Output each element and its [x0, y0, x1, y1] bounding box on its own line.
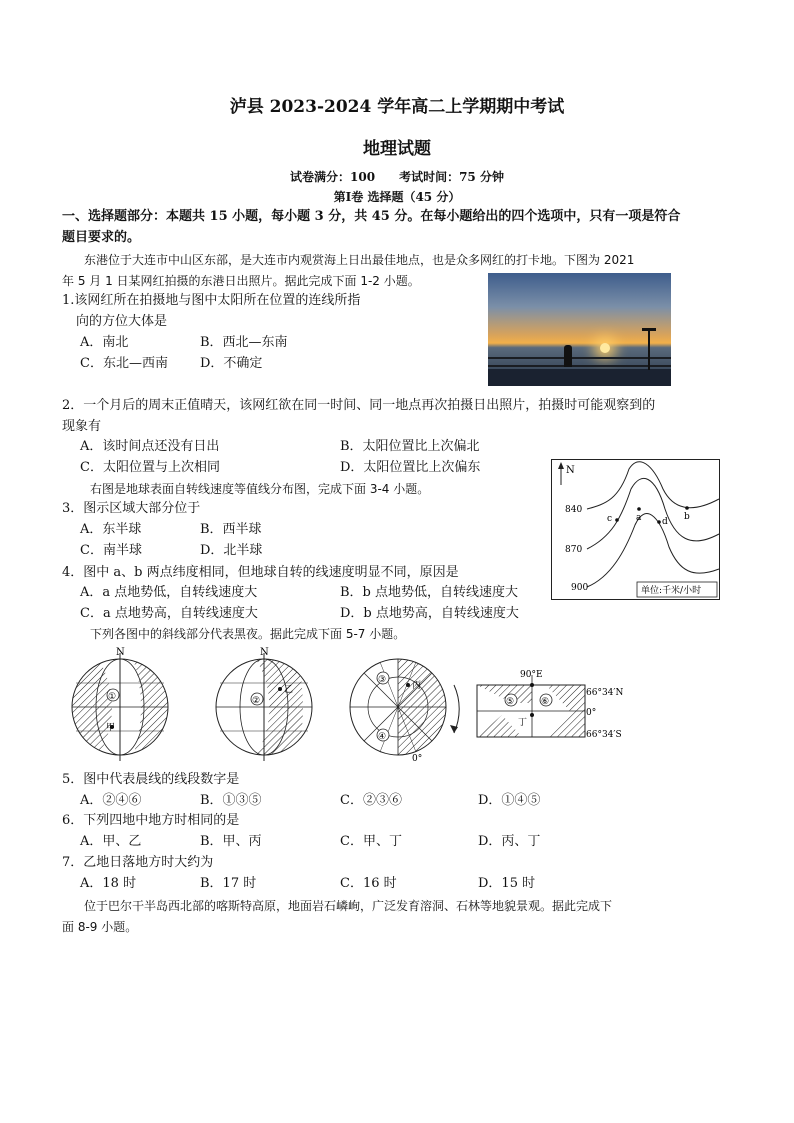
fig3-bing: 丙: [412, 681, 422, 691]
q1-option-d: D．不确定: [200, 356, 263, 371]
q6-option-a: A．甲、乙: [80, 834, 142, 849]
exam-meta: 试卷满分：100 考试时间：75 分钟: [290, 170, 504, 184]
label-b: b: [684, 512, 690, 522]
label-870: 870: [565, 545, 583, 555]
fig1-north: N: [116, 647, 125, 658]
q5-stem: 5．图中代表晨线的线段数字是: [62, 772, 240, 787]
label-840: 840: [565, 505, 583, 515]
section-title: 第Ⅰ卷 选择题（45 分）: [333, 190, 461, 204]
q5-option-b: B．①③⑤: [200, 793, 262, 808]
intro-1-line-1: 东港位于大连市中山区东部，是大连市内观赏海上日出最佳地点，也是众多网红的打卡地。下图为 2021: [84, 253, 635, 267]
map-north-label: N: [566, 465, 575, 476]
instruction-line-2: 题目要求的。: [62, 230, 141, 245]
label-a: a: [636, 513, 642, 523]
q4-stem: 4．图中 a、b 两点纬度相同，但地球自转的线速度明显不同，原因是: [62, 565, 459, 580]
fig2-num2: ②: [252, 696, 261, 706]
instruction-line-1: 一、选择题部分：本题共 15 小题，每小题 3 分，共 45 分。在每小题给出的四个选项中，只有一项是符合: [62, 209, 681, 224]
q3-option-c: C．南半球: [80, 543, 142, 558]
label-900: 900: [571, 583, 589, 593]
intro-3: 下列各图中的斜线部分代表黑夜。据此完成下面 5-7 小题。: [90, 627, 406, 641]
figure-2: [216, 645, 312, 770]
intro-2: 右图是地球表面自转线速度等值线分布图，完成下面 3-4 小题。: [90, 482, 430, 496]
isoline-map: [551, 459, 720, 600]
fig4-num6: ⑥: [541, 697, 550, 707]
q1-option-b: B．西北—东南: [200, 335, 288, 350]
q2-option-c: C．太阳位置与上次相同: [80, 460, 220, 475]
point-a: [637, 507, 641, 511]
q1-stem-1: 1.该网红所在拍摄地与图中太阳所在位置的连线所指: [62, 293, 361, 308]
fig4-num5: ⑤: [506, 697, 515, 707]
q6-option-b: B．甲、丙: [200, 834, 262, 849]
q3-stem: 3．图示区域大部分位于: [62, 501, 201, 516]
q7-option-c: C．16 时: [340, 876, 397, 891]
fig4-lat-0: 0°: [586, 708, 597, 718]
fig3-zero: 0°: [412, 754, 423, 764]
q7-stem: 7．乙地日落地方时大约为: [62, 855, 214, 870]
q1-option-c: C．东北—西南: [80, 356, 168, 371]
point-b: [685, 506, 689, 510]
fig2-north: N: [260, 647, 269, 658]
q4-option-c: C．a 点地势高，自转线速度大: [80, 606, 258, 621]
q1-stem-2: 向的方位大体是: [76, 314, 168, 329]
fig4-ding: 丁: [518, 718, 528, 728]
subject-title: 地理试题: [363, 139, 431, 159]
fig1-jia: 甲: [106, 723, 116, 733]
q3-option-d: D．北半球: [200, 543, 263, 558]
point-d: [657, 520, 661, 524]
label-d: d: [662, 517, 668, 527]
day-night-diagrams: [62, 645, 752, 770]
q6-option-c: C．甲、丁: [340, 834, 402, 849]
figure-4: [477, 670, 623, 740]
fig2-yi: 乙: [284, 685, 294, 695]
q7-option-a: A．18 时: [80, 876, 137, 891]
q2-stem-1: 2．一个月后的周末正值晴天，该网红欲在同一时间、同一地点再次拍摄日出照片，拍摄时可能观察到的: [62, 398, 656, 413]
label-c: c: [607, 514, 613, 524]
fig1-num1: ①: [108, 692, 117, 702]
q2-option-a: A．该时间点还没有日出: [80, 439, 220, 454]
q4-option-a: A．a 点地势低，自转线速度大: [80, 585, 258, 600]
q3-option-a: A．东半球: [80, 522, 142, 537]
q3-option-b: B．西半球: [200, 522, 262, 537]
intro-4-line-1: 位于巴尔干半岛西北部的喀斯特高原，地面岩石嶙峋，广泛发育溶洞、石林等地貌景观。据此完成下: [84, 899, 613, 913]
intro-1-line-2: 年 5 月 1 日某网红拍摄的东港日出照片。据此完成下面 1-2 小题。: [62, 274, 420, 288]
point-c: [615, 518, 619, 522]
fig4-lat-n: 66°34′N: [586, 688, 624, 698]
q6-stem: 6．下列四地中地方时相同的是: [62, 813, 240, 828]
fig4-lat-s: 66°34′S: [586, 730, 622, 740]
q2-option-b: B．太阳位置比上次偏北: [340, 439, 480, 454]
q7-option-d: D．15 时: [478, 876, 536, 891]
q2-option-d: D．太阳位置比上次偏东: [340, 460, 481, 475]
q4-option-d: D．b 点地势高，自转线速度大: [340, 606, 519, 621]
figure-1: [62, 645, 172, 770]
fig3-num3: ③: [378, 675, 387, 685]
fig4-90e: 90°E: [520, 670, 543, 680]
q6-option-d: D．丙、丁: [478, 834, 541, 849]
map-unit-label: 单位:千米/小时: [641, 586, 702, 596]
exam-title: 泸县 2023-2024 学年高二上学期期中考试: [229, 97, 565, 117]
q5-option-d: D．①④⑤: [478, 793, 541, 808]
q1-option-a: A．南北: [80, 335, 129, 350]
q5-option-c: C．②③⑥: [340, 793, 402, 808]
q4-option-b: B．b 点地势低，自转线速度大: [340, 585, 519, 600]
q2-stem-2: 现象有: [62, 419, 102, 434]
intro-4-line-2: 面 8-9 小题。: [62, 920, 138, 934]
fig3-num4: ④: [378, 732, 387, 742]
q5-option-a: A．②④⑥: [80, 793, 142, 808]
figure-3: [350, 645, 459, 770]
q7-option-b: B．17 时: [200, 876, 257, 891]
sunrise-photo: [488, 273, 671, 386]
